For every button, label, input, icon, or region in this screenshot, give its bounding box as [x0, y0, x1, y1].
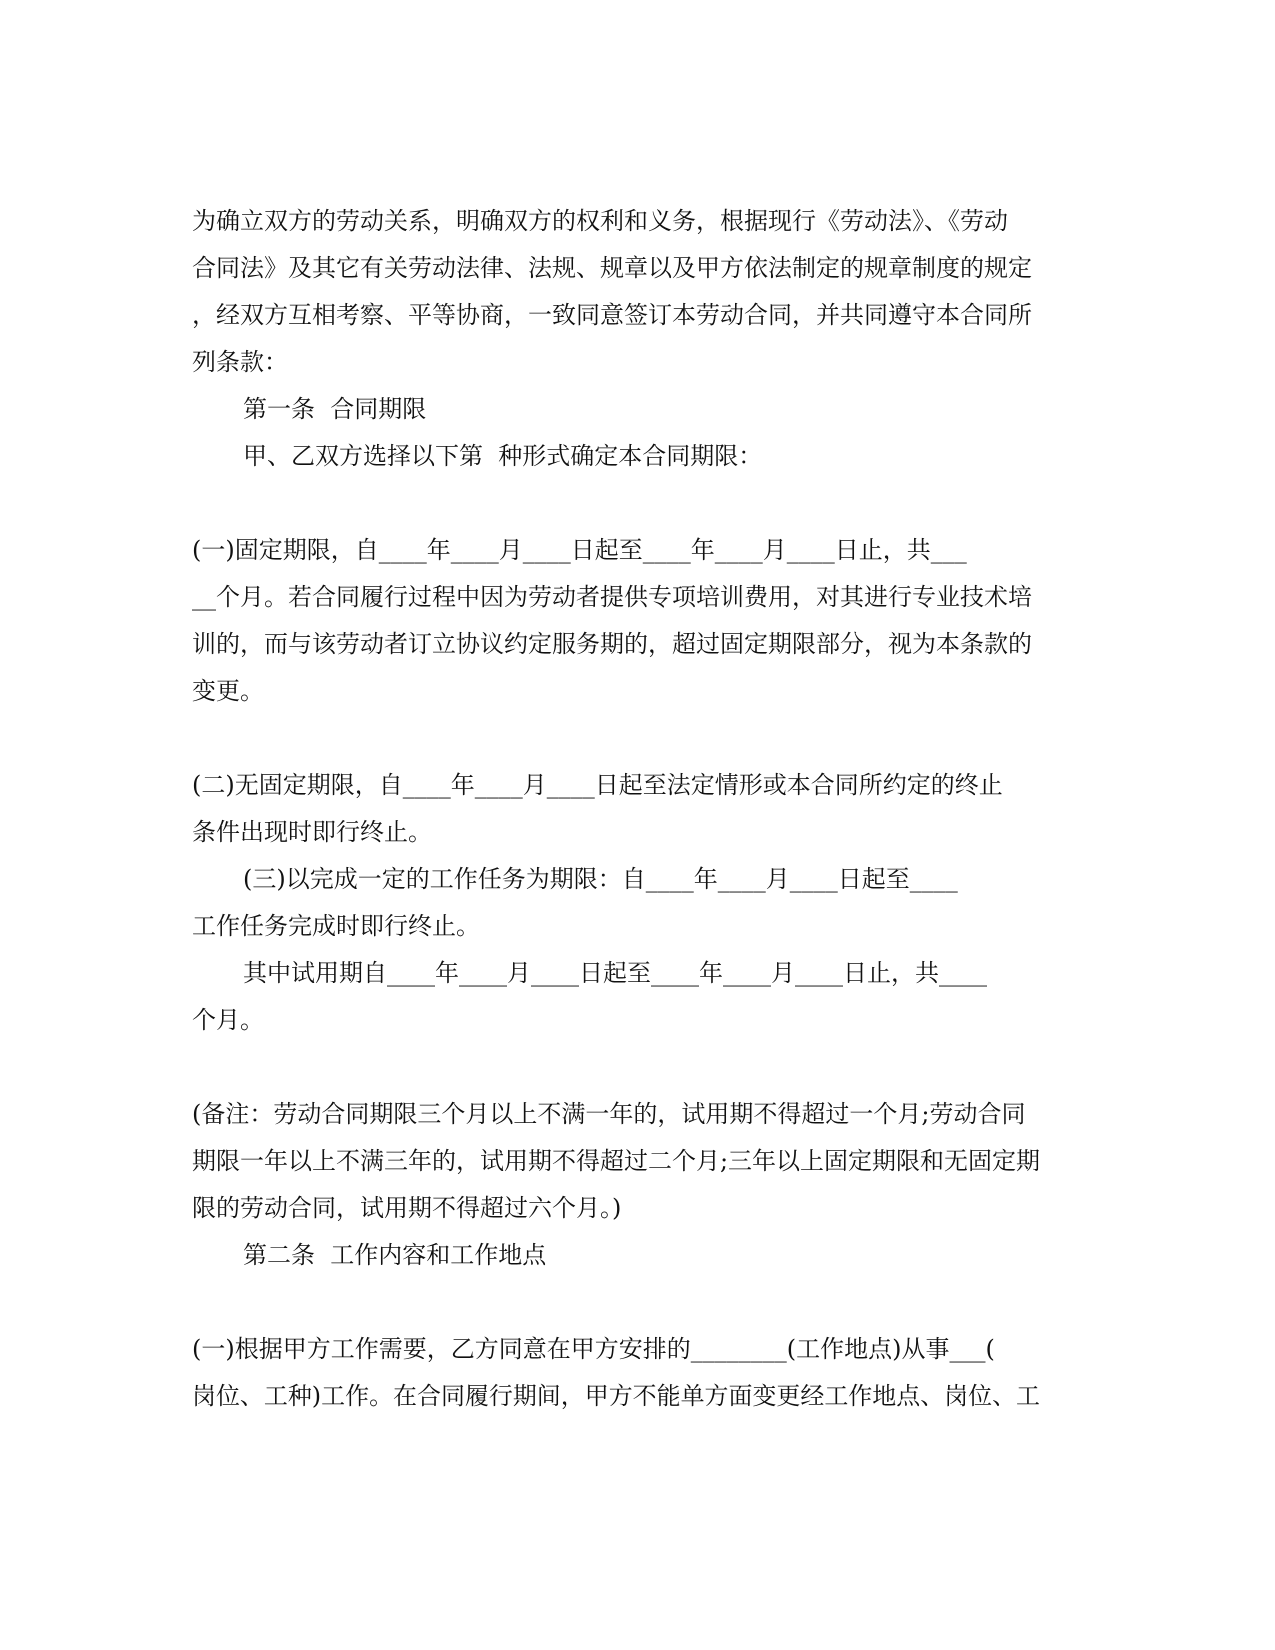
paragraph-line: 为确立双方的劳动关系，明确双方的权利和义务，根据现行《劳动法》、《劳动 [192, 207, 1008, 235]
paragraph-line: 限的劳动合同，试用期不得超过六个月。) [192, 1194, 622, 1222]
paragraph-line: 其中试用期自____年____月____日起至____年____月____日止，共____ [243, 959, 987, 987]
paragraph-line: (三)以完成一定的工作任务为期限：自____年____月____日起至____ [243, 865, 958, 893]
article-heading: 第二条 工作内容和工作地点 [243, 1241, 547, 1269]
paragraph-line: (一)固定期限，自____年____月____日起至____年____月____日止，共___ [192, 536, 967, 564]
paragraph-line: 变更。 [192, 677, 264, 705]
paragraph-line: 工作任务完成时即行终止。 [192, 912, 480, 940]
paragraph-line: 列条款： [192, 348, 288, 376]
paragraph-line: __个月。若合同履行过程中因为劳动者提供专项培训费用，对其进行专业技术培 [192, 583, 1032, 611]
paragraph-line: 训的，而与该劳动者订立协议约定服务期的，超过固定期限部分，视为本条款的 [192, 630, 1032, 658]
paragraph-line: 岗位、工种)工作。在合同履行期间，甲方不能单方面变更经工作地点、岗位、工 [192, 1382, 1041, 1410]
paragraph-line: 个月。 [192, 1006, 264, 1034]
article-heading: 第一条 合同期限 [243, 395, 427, 423]
paragraph-line: (备注：劳动合同期限三个月以上不满一年的，试用期不得超过一个月;劳动合同 [192, 1100, 1026, 1128]
paragraph-line: 期限一年以上不满三年的，试用期不得超过二个月;三年以上固定期限和无固定期 [192, 1147, 1041, 1175]
paragraph-line: (一)根据甲方工作需要，乙方同意在甲方安排的________(工作地点)从事___( [192, 1335, 995, 1363]
paragraph-line: 合同法》及其它有关劳动法律、法规、规章以及甲方依法制定的规章制度的规定 [192, 254, 1032, 282]
paragraph-line: 甲、乙双方选择以下第 种形式确定本合同期限： [243, 442, 763, 470]
paragraph-line: ，经双方互相考察、平等协商，一致同意签订本劳动合同，并共同遵守本合同所 [192, 301, 1032, 329]
paragraph-line: 条件出现时即行终止。 [192, 818, 432, 846]
paragraph-line: (二)无固定期限，自____年____月____日起至法定情形或本合同所约定的终止 [192, 771, 1003, 799]
